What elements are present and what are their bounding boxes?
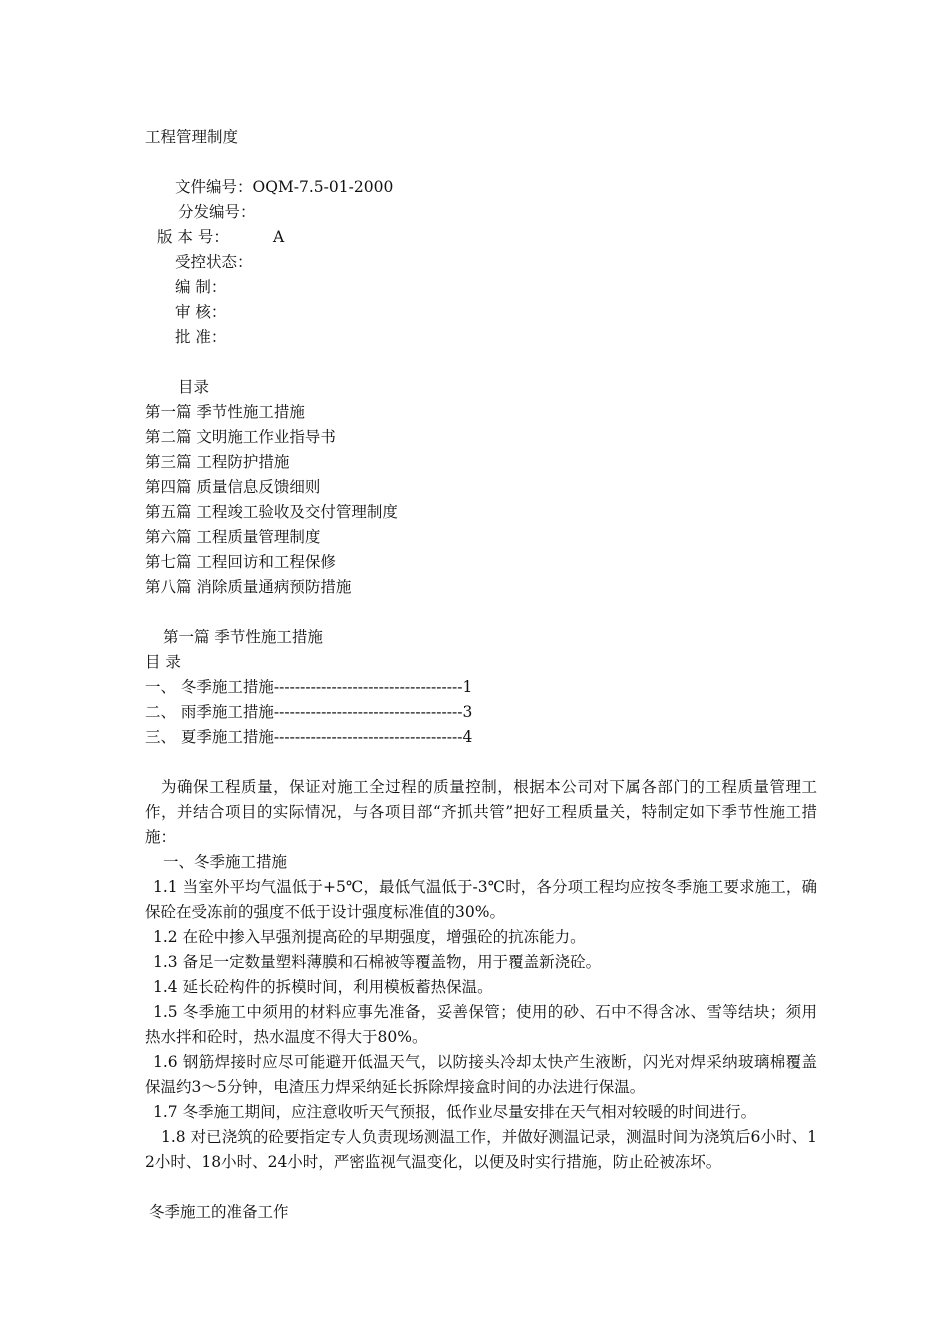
toc-item: 第三篇 工程防护措施 bbox=[145, 453, 290, 471]
file-number: 文件编号：OQM-7.5-01-2000 bbox=[175, 178, 394, 196]
measure-item: 1.8 对已浇筑的砼要指定专人负责现场测温工作，并做好测温记录，测温时间为浇筑后6小时、12小时、18小时、24小时，严密监视气温变化，以便及时实行措施，防止砼被冻坏。 bbox=[145, 1128, 817, 1171]
section-heading: 一、冬季施工措施 bbox=[163, 853, 288, 871]
toc-item: 第四篇 质量信息反馈细则 bbox=[145, 478, 321, 496]
measure-item: 1.1 当室外平均气温低于+5℃，最低气温低于-3℃时，各分项工程均应按冬季施工要求施工，确保砼在受冻前的强度不低于设计强度标准值的30%。 bbox=[145, 878, 817, 921]
measure-item: 1.2 在砼中掺入早强剂提高砼的早期强度，增强砼的抗冻能力。 bbox=[153, 928, 586, 946]
measure-item: 1.7 冬季施工期间，应注意收听天气预报，低作业尽量安排在天气相对较暖的时间进行。 bbox=[153, 1103, 757, 1121]
doc-title: 工程管理制度 bbox=[145, 128, 239, 146]
version-label: 版 本 号： bbox=[157, 228, 229, 246]
subheading: 冬季施工的准备工作 bbox=[149, 1203, 289, 1221]
toc-item: 第七篇 工程回访和工程保修 bbox=[145, 553, 336, 571]
control-status: 受控状态： bbox=[175, 253, 253, 271]
version-value: A bbox=[273, 228, 285, 246]
distribution-number: 分发编号： bbox=[178, 203, 256, 221]
measure-item: 1.6 钢筋焊接时应尽可能避开低温天气，以防接头冷却太快产生液断，闪光对焊采纳玻璃棉覆盖保温约3～5分钟，电渣压力焊采纳延长拆除焊接盒时间的办法进行保温。 bbox=[145, 1053, 817, 1096]
part1-toc-title: 目 录 bbox=[145, 653, 181, 671]
toc-item: 第八篇 消除质量通病预防措施 bbox=[145, 578, 352, 596]
toc-item: 第二篇 文明施工作业指导书 bbox=[145, 428, 336, 446]
approved-by: 批 准： bbox=[175, 328, 227, 346]
part1-toc-item: 二、 雨季施工措施------------------------------------3 bbox=[145, 703, 473, 721]
compiled-by: 编 制： bbox=[175, 278, 227, 296]
measure-item: 1.3 备足一定数量塑料薄膜和石棉被等覆盖物，用于覆盖新浇砼。 bbox=[153, 953, 602, 971]
toc-title: 目录 bbox=[178, 378, 210, 396]
part1-toc-item: 三、 夏季施工措施------------------------------------4 bbox=[145, 728, 473, 746]
toc-item: 第六篇 工程质量管理制度 bbox=[145, 528, 321, 546]
part1-toc-item: 一、 冬季施工措施------------------------------------1 bbox=[145, 678, 473, 696]
part1-heading: 第一篇 季节性施工措施 bbox=[163, 628, 323, 646]
toc-item: 第五篇 工程竣工验收及交付管理制度 bbox=[145, 503, 398, 521]
toc-item: 第一篇 季节性施工措施 bbox=[145, 403, 305, 421]
reviewed-by: 审 核： bbox=[175, 303, 227, 321]
measure-item: 1.4 延长砼构件的拆模时间，利用模板蓄热保温。 bbox=[153, 978, 493, 996]
intro-paragraph: 为确保工程质量，保证对施工全过程的质量控制，根据本公司对下属各部门的工程质量管理工作，并结合项目的实际情况，与各项目部“齐抓共管”把好工程质量关，特制定如下季节性施工措施： bbox=[145, 778, 817, 846]
measure-item: 1.5 冬季施工中须用的材料应事先准备，妥善保管；使用的砂、石中不得含冰、雪等结块；须用热水拌和砼时，热水温度不得大于80%。 bbox=[145, 1003, 817, 1046]
